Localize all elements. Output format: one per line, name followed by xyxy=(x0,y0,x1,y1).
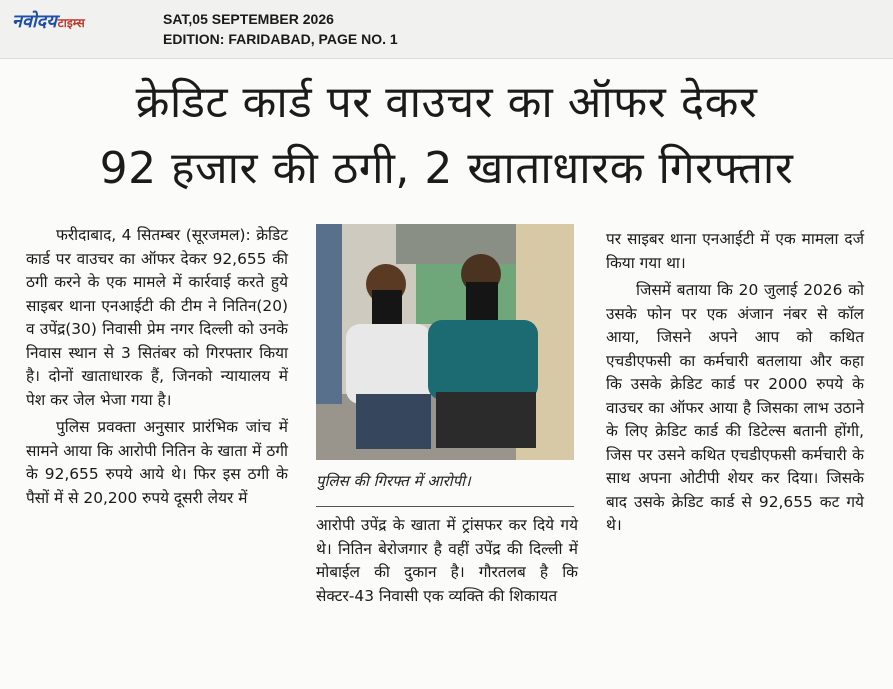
headline-line-2: 92 हजार की ठगी, 2 खाताधारक गिरफ्तार xyxy=(99,143,794,194)
edition-info xyxy=(163,9,398,49)
headline-line-1: क्रेडिट कार्ड पर वाउचर का ऑफर देकर xyxy=(135,77,758,128)
edition-page: EDITION: FARIDABAD, PAGE NO. 1 xyxy=(163,31,398,47)
news-photo xyxy=(316,224,574,460)
dateline-paragraph: फरीदाबाद, 4 सितम्बर (सूरजमल): क्रेडिट कार्ड पर वाउचर का ऑफर देकर 92,655 की ठगी करने के एक मामले में कार्रवाई करते हुये साइबर थाना एनआईटी की टीम ने नितिन(20) व उपेंद्र(30) निवासी प्रेम नगर दिल्ली को उनके निवास स्थान से 3 सितंबर को गिरफ्तार किया है। दोनों खाताधारक हैं, जिनको न्यायालय में पेश कर जेल भेजा गया है। xyxy=(26,226,288,409)
article-column-2 xyxy=(316,514,578,608)
paragraph: आरोपी उपेंद्र के खाता में ट्रांसफर कर दिये गये थे। नितिन बेरोजगार है वहीं उपेंद्र की दिल्ली में मोबाईल की दुकान है। गौरतलब है कि सेक्टर-43 निवासी एक व्यक्ति की शिकायत xyxy=(316,516,578,605)
caption-divider xyxy=(316,506,574,507)
paragraph: पर साइबर थाना एनआईटी में एक मामला दर्ज किया गया था। xyxy=(606,230,864,272)
publication-date: SAT,05 SEPTEMBER 2026 xyxy=(163,11,334,27)
paragraph: पुलिस प्रवक्ता अनुसार प्रारंभिक जांच में सामने आया कि आरोपी नितिन के खाता में ठगी के 92,655 रुपये आये थे। फिर इस ठगी के पैसों में से 20,200 रुपये दूसरी लेयर में xyxy=(26,418,288,507)
masthead xyxy=(0,0,893,59)
newspaper-logo xyxy=(12,9,85,33)
logo-sub-text: टाइम्स xyxy=(57,16,85,30)
paragraph: जिसमें बताया कि 20 जुलाई 2026 को उसके फोन पर एक अंजान नंबर से कॉल आया, जिसने अपने आप को कथित एचडीएफसी का कर्मचारी बतलाया और कहा कि उसके क्रेडिट कार्ड पर 2000 रुपये के वाउचर का ऑफर आया है जिसका लाभ उठाने के लिए क्रेडिट कार्ड की डिटेल्स बतानी होंगी, जिस पर उसने कथित एचडीएफसी कर्मचारी के साथ अपना ओटीपी शेयर कर दिया। जिसके बाद उसके क्रेडिट कार्ड से 92,655 कट गये थे। xyxy=(606,281,864,534)
arrested-accused-photo xyxy=(316,224,574,460)
article-column-3 xyxy=(606,228,864,538)
article-headline xyxy=(0,70,893,202)
logo-main-text: नवोदय xyxy=(12,11,57,32)
article-column-1 xyxy=(26,224,288,510)
photo-caption: पुलिस की गिरफ्त में आरोपी। xyxy=(316,472,471,490)
